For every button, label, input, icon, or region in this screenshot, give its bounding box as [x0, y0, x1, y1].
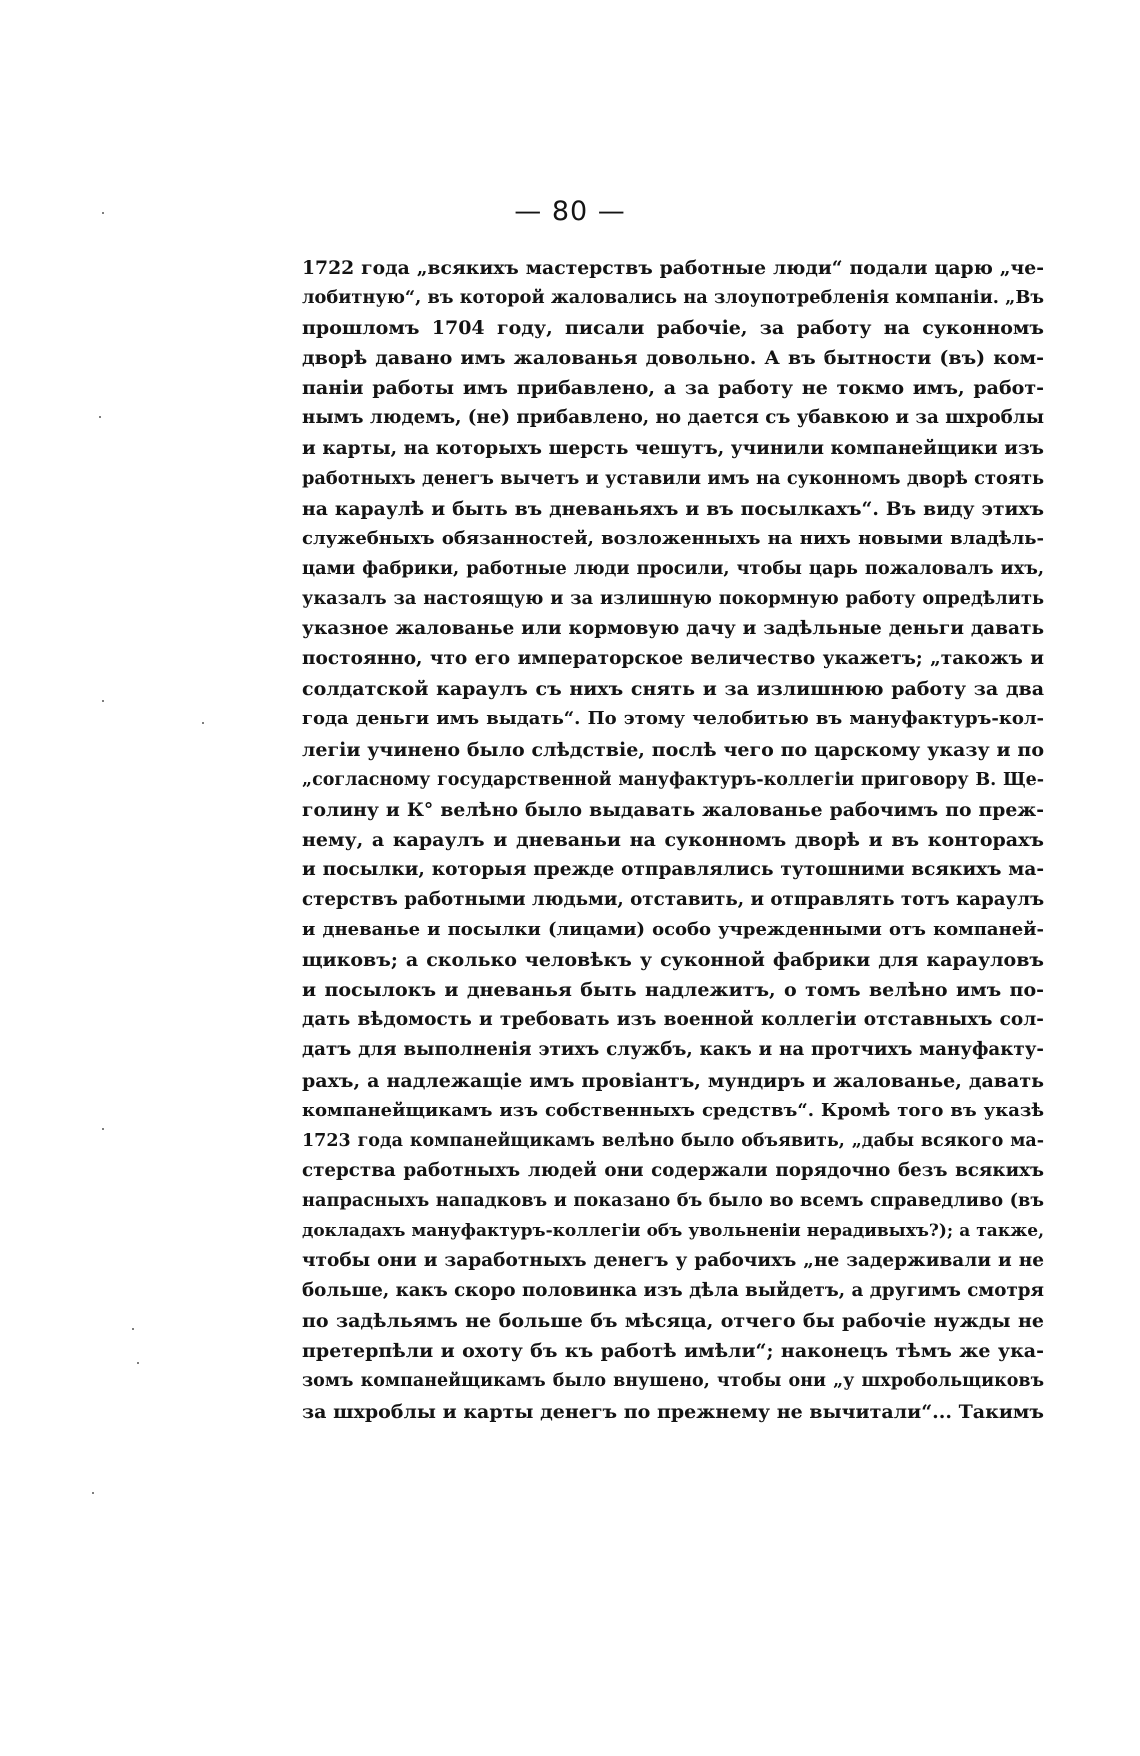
text-line: солдатской караулъ съ нихъ снять и за излишнюю работу за два: [302, 678, 1044, 701]
text-line: нымъ людемъ, (не) прибавлено, но дается съ убавкою и за шхроблы: [302, 407, 1044, 429]
scan-speck: [102, 1128, 104, 1130]
text-line: за шхроблы и карты денегъ по прежнему не вычитали“... Такимъ: [302, 1400, 1044, 1423]
text-line: напрасныхъ нападковъ и показано бъ было во всемъ справедливо (въ: [302, 1189, 1044, 1211]
scan-speck: [102, 212, 104, 214]
page-number: — 80 —: [514, 196, 626, 227]
text-line: датъ для выполненія этихъ службъ, какъ и на протчихъ мануфакту-: [302, 1039, 1044, 1061]
text-line: лобитную“, въ которой жаловались на злоупотребленія компаніи. „Въ: [302, 287, 1044, 309]
text-line: и карты, на которыхъ шерсть чешутъ, учинили компанейщики изъ: [302, 437, 1044, 459]
text-line: постоянно, что его императорское величество укажетъ; „такожъ и: [302, 648, 1044, 670]
text-line: стерства работныхъ людей они содержали порядочно безъ всякихъ: [302, 1159, 1044, 1181]
text-line: дворѣ давано имъ жалованья довольно. А въ бытности (въ) ком-: [302, 347, 1044, 370]
scan-speck: [102, 700, 104, 702]
text-line: на караулѣ и быть въ дневаньяхъ и въ посылкахъ“. Въ виду этихъ: [302, 497, 1044, 520]
text-line: паніи работы имъ прибавлено, а за работу не токмо имъ, работ-: [302, 377, 1044, 400]
text-line: и посылокъ и дневанья быть надлежитъ, о томъ велѣно имъ по-: [302, 979, 1044, 1002]
text-line: работныхъ денегъ вычетъ и уставили имъ на суконномъ дворѣ стоять: [302, 467, 1044, 489]
text-line: по задѣльямъ не больше бъ мѣсяца, отчего бы рабочіе нужды не: [302, 1310, 1044, 1333]
scan-speck: [137, 1362, 139, 1364]
text-line: 1723 года компанейщикамъ велѣно было объявить, „дабы всякого ма-: [302, 1130, 1044, 1151]
text-line: и дневанье и посылки (лицами) особо учрежденными отъ компаней-: [302, 919, 1044, 941]
text-line: указное жалованье или кормовую дачу и задѣльные деньги давать: [302, 618, 1044, 640]
text-line: 1722 года „всякихъ мастерствъ работные люди“ подали царю „че-: [302, 257, 1044, 279]
text-line: щиковъ; а сколько человѣкъ у суконной фабрики для карауловъ: [302, 949, 1044, 972]
body-text: [302, 253, 1044, 1427]
text-line: указалъ за настоящую и за излишную покормную работу опредѣлить: [302, 588, 1044, 610]
scan-speck: [92, 1492, 94, 1494]
text-line: докладахъ мануфактуръ-коллегіи объ увольненіи нерадивыхъ?); а также,: [302, 1221, 1044, 1241]
text-line: и посылки, которыя прежде отправлялись тутошними всякихъ ма-: [302, 858, 1044, 880]
text-line: года деньги имъ выдать“. По этому челобитью въ мануфактуръ-кол-: [302, 708, 1044, 730]
text-line: рахъ, а надлежащіе имъ провіантъ, мундиръ и жалованье, давать: [302, 1069, 1044, 1092]
text-line: зомъ компанейщикамъ было внушено, чтобы они „у шхробольщиковъ: [302, 1371, 1044, 1392]
text-line: стерствъ работными людьми, отставить, и отправлять тотъ караулъ: [302, 888, 1044, 910]
scan-speck: [132, 1328, 134, 1330]
scan-speck: [202, 722, 204, 724]
text-line: компанейщикамъ изъ собственныхъ средствъ“. Кромѣ того въ указѣ: [302, 1099, 1044, 1121]
text-line: цами фабрики, работные люди просили, чтобы царь пожаловалъ ихъ,: [302, 557, 1044, 579]
text-line: чтобы они и заработныхъ денегъ у рабочихъ „не задерживали и не: [302, 1250, 1044, 1272]
text-line: легіи учинено было слѣдствіе, послѣ чего по царскому указу и по: [302, 738, 1044, 761]
text-line: прошломъ 1704 году, писали рабочіе, за работу на суконномъ: [302, 317, 1044, 340]
text-line: „согласному государственной мануфактуръ-коллегіи приговору В. Ще-: [302, 769, 1044, 790]
text-line: дать вѣдомость и требовать изъ военной коллегіи отставныхъ сол-: [302, 1009, 1044, 1031]
text-line: нему, а караулъ и дневаньи на суконномъ дворѣ и въ конторахъ: [302, 828, 1044, 851]
text-line: голину и К° велѣно было выдавать жалованье рабочимъ по преж-: [302, 798, 1044, 821]
text-line: служебныхъ обязанностей, возложенныхъ на нихъ новыми владѣль-: [302, 527, 1044, 549]
scan-speck: [99, 416, 101, 418]
text-line: больше, какъ скоро половинка изъ дѣла выйдетъ, а другимъ смотря: [302, 1280, 1044, 1302]
text-line: претерпѣли и охоту бъ къ работѣ имѣли“; наконецъ тѣмъ же ука-: [302, 1340, 1044, 1363]
